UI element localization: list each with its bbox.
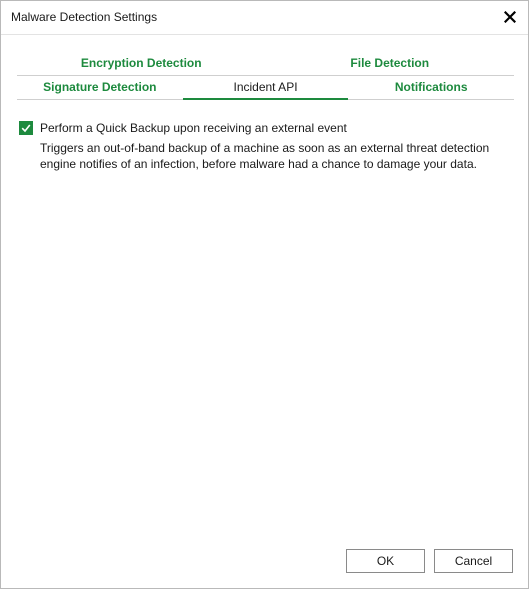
window-title: Malware Detection Settings bbox=[11, 10, 158, 24]
tab-incident-api[interactable]: Incident API bbox=[183, 75, 349, 99]
tab-file-detection[interactable]: File Detection bbox=[350, 56, 430, 70]
close-button[interactable] bbox=[498, 5, 522, 29]
ok-button[interactable]: OK bbox=[346, 549, 425, 573]
title-bar bbox=[1, 1, 528, 35]
tab-notifications[interactable]: Notifications bbox=[394, 80, 468, 94]
quick-backup-description: Triggers an out-of-band backup of a machine as soon as an external threat detection engine notifies of an infection, before malware had a chance to damage your data. bbox=[40, 141, 490, 171]
checkmark-icon bbox=[21, 123, 31, 133]
tab-row-bottom bbox=[17, 75, 514, 100]
tab-signature-detection[interactable]: Signature Detection bbox=[43, 80, 157, 94]
quick-backup-label[interactable]: Perform a Quick Backup upon receiving an external event bbox=[40, 121, 347, 135]
tab-row-top bbox=[17, 51, 514, 76]
cancel-button[interactable]: Cancel bbox=[434, 549, 513, 573]
quick-backup-checkbox[interactable] bbox=[19, 121, 33, 135]
close-icon bbox=[504, 11, 516, 23]
tab-encryption-detection[interactable]: Encryption Detection bbox=[80, 56, 202, 70]
